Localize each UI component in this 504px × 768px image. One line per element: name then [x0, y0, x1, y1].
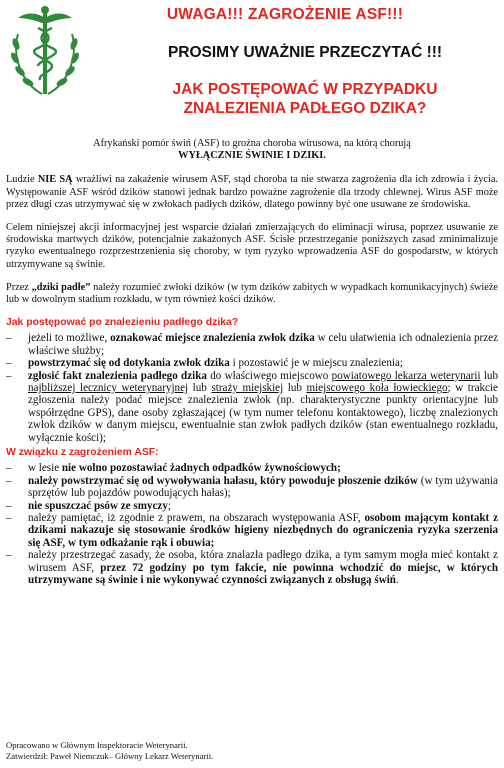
list-item: [6, 500, 498, 512]
contact-city-guard: straży miejskiej: [211, 382, 284, 395]
list-item: [6, 357, 498, 369]
list-dash: –: [6, 369, 12, 382]
section-heading-asf-threat: W związku z zagrożeniem ASF:: [6, 447, 159, 459]
list-item: [6, 512, 498, 549]
item-text: w celu ułatwienia ich odnalezienia przez właściwe służby;: [28, 332, 498, 357]
item-text: należy przestrzegać zasady, że osoba, która znalazła padłego dzika, a tym samym mogła mieć kontakt z wirusem ASF,: [28, 549, 498, 574]
list-item: [6, 475, 498, 500]
item-emphasis: należy powstrzymać się od wywoływania hałasu, który powoduje płoszenie dzików: [28, 474, 418, 487]
item-text: lub: [283, 382, 307, 395]
item-emphasis: osobom mającym kontakt z dzikami nakazuje się stosowanie środków higieny niezbędnych do ograniczenia ryzyka szerzenia się ASF, w tym odkażanie rąk i obuwia;: [28, 511, 498, 549]
item-text: i pozostawić je w miejscu znalezienia;: [229, 357, 403, 370]
item-emphasis: powstrzymać się od dotykania zwłok dzika: [28, 357, 230, 370]
list-item: [6, 549, 498, 586]
footer-approved-by: Zatwierdził: Paweł Niemczuk– Główny Lekarz Weterynarii.: [6, 751, 214, 761]
document-body: [6, 138, 498, 589]
asf-rules-list: [6, 462, 498, 586]
item-text: ;: [167, 499, 171, 512]
item-emphasis: oznakować miejsce znalezienia zwłok dzika: [110, 332, 315, 345]
list-dash: –: [6, 462, 12, 475]
veterinary-emblem-logo: [8, 4, 82, 100]
paragraph-campaign-goal: Celem niniejszej akcji informacyjnej jest wsparcie działań zmierzających do eliminacji wirusa, poprzez usuwanie ze środowiska martwych dzików, potencjalnie zakażonych ASF. Ścisłe przestrzeganie poniższych zasad zminimalizuje ryzyko ewentualnego rozprzestrzenienia się choroby, w tym ryzyko wprowadzenia ASF do gospodarstw, w których utrzymywane są świnie.: [6, 222, 498, 270]
item-text: jeżeli to możliwe,: [28, 332, 111, 345]
main-title: [110, 80, 500, 118]
footer-prepared-by: Opracowano w Głównym Inspektoracie Weterynarii.: [6, 740, 188, 750]
item-text: .: [395, 573, 399, 586]
list-dash: –: [6, 474, 12, 487]
main-title-line2: ZNALEZIENIA PADŁEGO DZIKA?: [183, 100, 427, 117]
list-item: [6, 462, 498, 474]
list-dash: –: [6, 511, 12, 524]
p1-text-c: wrażliwi na zakażenie wirusem ASF, stąd choroba ta nie stwarza zagrożenia dla ich zdrowia i życia. Występowanie ASF wśród dzików stanowi jednak bardzo poważne zagrożenie dla trzody chlewnej. Wirus ASF może przez długi czas utrzymywać się w zwłokach padłych dzików, dlatego powinny być one usuwane ze środowiska.: [6, 174, 498, 210]
item-text: (w tym używania sprzętów lub pojazdów powodujących hałas);: [28, 474, 498, 500]
contact-vet-clinic: najbliższej lecznicy weterynaryjnej: [28, 382, 189, 395]
item-text: należy pamiętać, iż zgodnie z prawem, na obszarach występowania ASF,: [28, 511, 365, 524]
item-emphasis: nie spuszczać psów ze smyczy: [28, 499, 168, 512]
list-item: [6, 332, 498, 357]
document-footer: [6, 740, 213, 762]
p3-text-c: należy rozumieć zwłoki dzików (w tym dzików zabitych w wypadkach komunikacyjnych) świeże lub w dowolnym stadium rozkładu, w tym również kości dzików.: [6, 281, 498, 306]
list-dash: –: [6, 357, 12, 370]
item-text: w lesie: [28, 462, 62, 475]
intro-line1: Afrykański pomór świń (ASF) to groźna choroba wirusowa, na którą chorują: [93, 138, 411, 149]
main-title-line1: JAK POSTĘPOWAĆ W PRZYPADKU: [172, 81, 438, 98]
list-dash: –: [6, 332, 12, 345]
list-dash: –: [6, 499, 12, 512]
intro-paragraph: [6, 138, 498, 162]
p3-emphasis: „dziki padłe”: [31, 281, 91, 293]
p1-emphasis: NIE SĄ: [37, 174, 73, 186]
item-emphasis: przez 72 godziny po tym fakcie, nie powinna wchodzić do miejsc, w których utrzymywane są świnie i nie wykonywać czynności związanych z obsługą świń: [28, 561, 498, 586]
item-text: do właściwego miejscowo: [206, 369, 332, 382]
section-heading-what-to-do: Jak postępować po znalezieniu padłego dzika?: [6, 317, 239, 329]
p1-text-a: Ludzie: [6, 174, 38, 186]
paragraph-people-not-susceptible: [6, 174, 498, 211]
please-read-heading: PROSIMY UWAŻNIE PRZECZYTAĆ !!!: [167, 44, 443, 61]
p3-text-a: Przez: [6, 281, 32, 293]
item-text: lub: [188, 382, 212, 395]
contact-hunting-club: miejscowego koła łowieckiego: [306, 382, 448, 395]
paragraph-definition: [6, 282, 498, 306]
what-to-do-list: [6, 332, 498, 444]
item-emphasis: zgłosić fakt znalezienia padłego dzika: [28, 369, 207, 382]
list-dash: –: [6, 549, 12, 562]
item-text: ; w trakcie zgłoszenia należy podać miejsce znalezienia zwłok (np. charakterystyczne punkty orientacyjne lub współrzędne GPS), dane osoby zgłaszającej (w tym numer telefonu kontaktowego), liczbę znalezionych zwłok dzików w danym miejscu, ewentualnie stan zwłok padłych dzików (stan ewentualnego rozkładu, wyłącznie kości);: [28, 382, 498, 444]
item-emphasis: nie wolno pozostawiać żadnych odpadków żywnościowych;: [61, 462, 341, 475]
intro-line2: WYŁĄCZNIE ŚWINIE I DZIKI.: [178, 150, 326, 162]
contact-vet-officer: powiatowego lekarza weterynarii: [331, 369, 481, 382]
list-item: [6, 370, 498, 444]
item-text: lub: [480, 369, 498, 382]
warning-heading: UWAGA!!! ZAGROŻENIE ASF!!!: [166, 6, 404, 23]
